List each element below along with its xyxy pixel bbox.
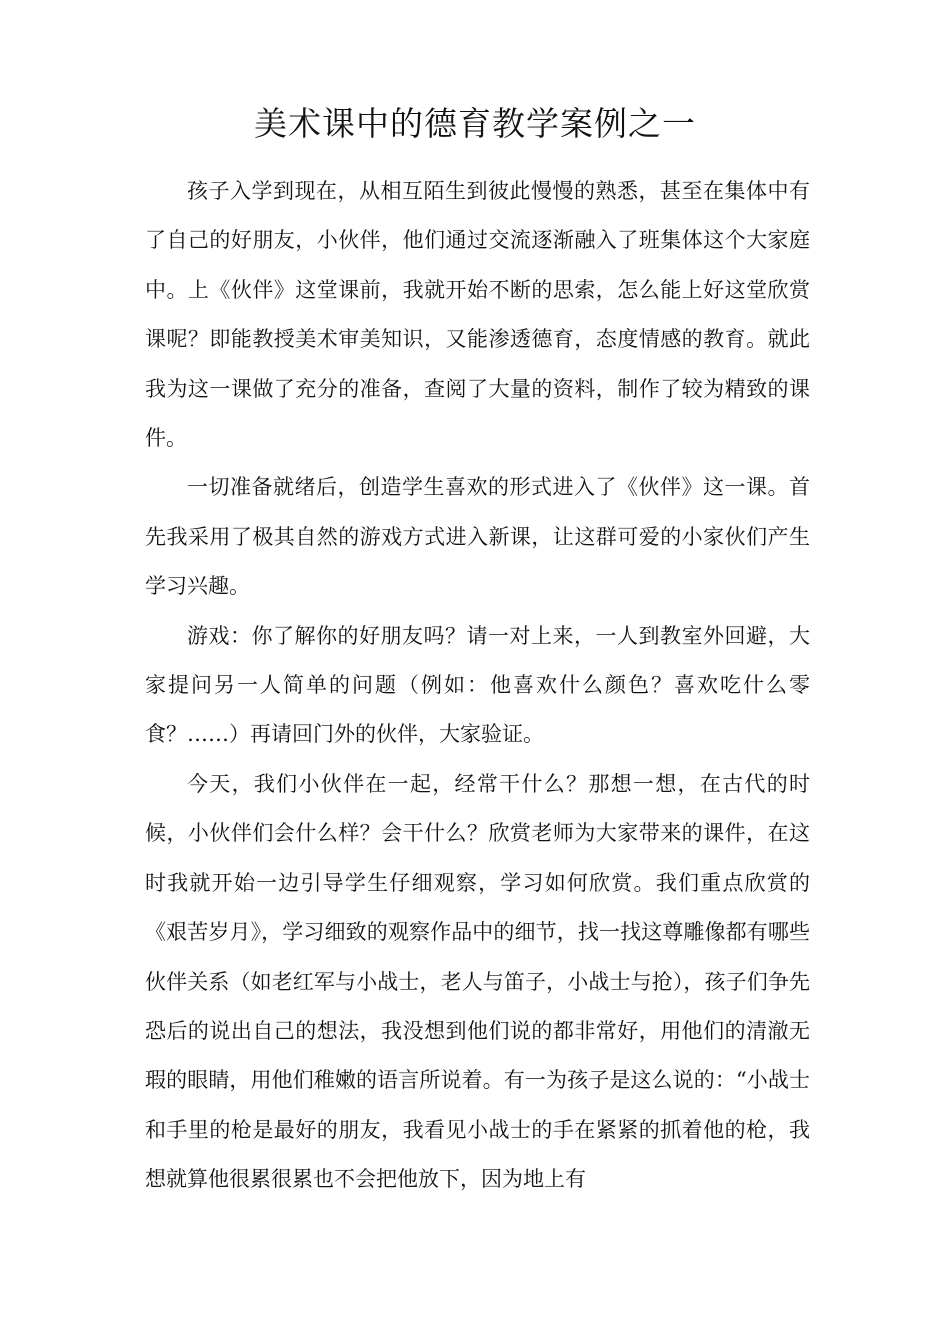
document-body xyxy=(145,167,810,1205)
document-title: 美术课中的德育教学案例之一 xyxy=(254,104,696,143)
paragraph: 一切准备就绪后，创造学生喜欢的形式进入了《伙伴》这一课。首先我采用了极其自然的游戏方式进入新课，让这群可爱的小家伙们产生学习兴趣。 xyxy=(145,475,810,599)
paragraph: 今天，我们小伙伴在一起，经常干什么？那想一想，在古代的时候，小伙伴们会什么样？会干什么？欣赏老师为大家带来的课件，在这时我就开始一边引导学生仔细观察，学习如何欣赏。我们重点欣赏的《艰苦岁月》，学习细致的观察作品中的细节，找一找这尊雕像都有哪些伙伴关系（如老红军与小战士，老人与笛子，小战士与抢），孩子们争先恐后的说出自己的想法，我没想到他们说的都非常好，用他们的清澈无瑕的眼睛，用他们稚嫩的语言所说着。有一为孩子是这么说的：“小战士和手里的枪是最好的朋友，我看见小战士的手在紧紧的抓着他的枪，我想就算他很累很累也不会把他放下，因为地上有 xyxy=(145,771,810,1192)
paragraph: 孩子入学到现在，从相互陌生到彼此慢慢的熟悉，甚至在集体中有了自己的好朋友，小伙伴，他们通过交流逐渐融入了班集体这个大家庭中。上《伙伴》这堂课前，我就开始不断的思索，怎么能上好这堂欣赏课呢？即能教授美术审美知识，又能渗透德育，态度情感的教育。就此我为这一课做了充分的准备，查阅了大量的资料，制作了较为精致的课件。 xyxy=(145,179,810,451)
paragraph: 游戏：你了解你的好朋友吗？请一对上来，一人到教室外回避，大家提问另一人简单的问题（例如：他喜欢什么颜色？喜欢吃什么零食？……）再请回门外的伙伴，大家验证。 xyxy=(145,623,810,747)
